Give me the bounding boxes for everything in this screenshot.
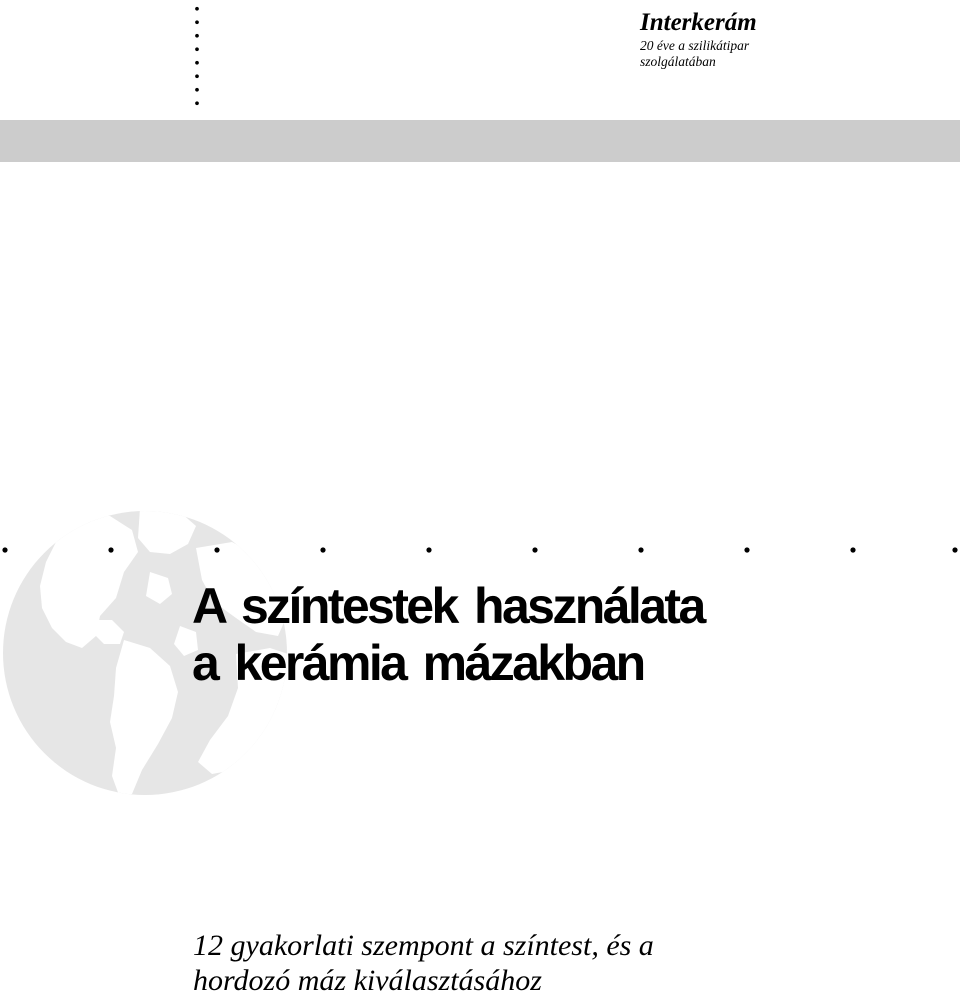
rule-dot (744, 547, 749, 552)
rule-dot (320, 547, 325, 552)
brand-block (640, 8, 757, 70)
rule-dot (850, 547, 855, 552)
subtitle-line-1: 12 gyakorlati szempont a színtest, és a (193, 929, 654, 962)
document-title (192, 578, 704, 692)
rule-dot (108, 547, 113, 552)
title-line-1: A színtestek használata (192, 578, 704, 634)
document-subtitle (193, 928, 654, 998)
rule-dot (952, 547, 957, 552)
horizontal-dot-rule (0, 546, 960, 554)
rule-dot (638, 547, 643, 552)
brand-tagline-line1: 20 éve a szilikátipar (640, 38, 750, 53)
brand-tagline-line2: szolgálatában (640, 54, 716, 69)
rule-dot (214, 547, 219, 552)
header-band (0, 120, 960, 162)
title-line-2: a kerámia mázakban (192, 635, 644, 691)
rule-dot (532, 547, 537, 552)
vertical-dot-rule (194, 2, 200, 112)
rule-dot (2, 547, 7, 552)
subtitle-line-2: hordozó máz kiválasztásához (193, 964, 542, 997)
brand-name: Interkerám (640, 9, 757, 36)
rule-dot (426, 547, 431, 552)
